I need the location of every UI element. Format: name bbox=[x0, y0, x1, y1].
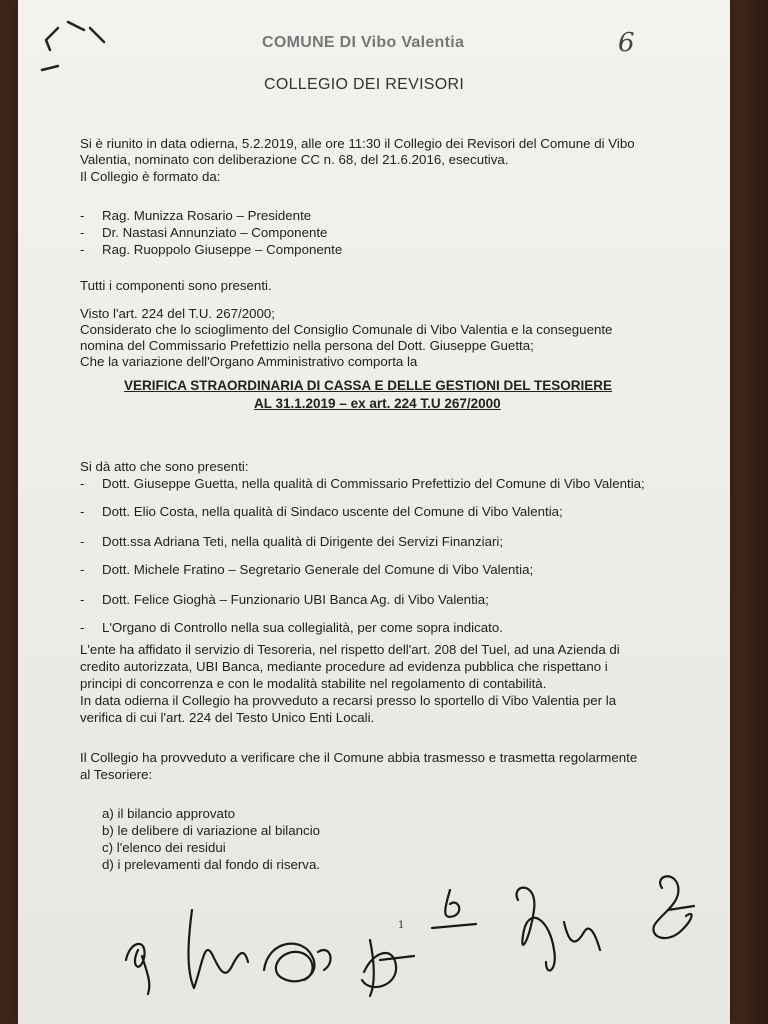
attendee-text: Dott. Giuseppe Guetta, nella qualità di Commissario Prefettizio del Comune di Vibo Valentia; bbox=[102, 476, 645, 491]
visto-line-1: Visto l'art. 224 del T.U. 267/2000; bbox=[80, 306, 275, 321]
visto-line-2: Considerato che lo scioglimento del Consiglio Comunale di Vibo Valentia e la conseguente bbox=[80, 322, 613, 337]
signature-5 bbox=[432, 890, 476, 928]
attendee-text: Dott. Felice Gioghà – Funzionario UBI Banca Ag. di Vibo Valentia; bbox=[102, 592, 489, 607]
attendee-item: - Dott.ssa Adriana Teti, nella qualità di Dirigente dei Servizi Finanziari; bbox=[80, 534, 504, 549]
signature-2 bbox=[189, 910, 249, 988]
document-page bbox=[18, 0, 730, 1024]
attendee-item: - Dott. Giuseppe Guetta, nella qualità di Commissario Prefettizio del Comune di Vibo Valentia; bbox=[80, 476, 645, 491]
page-number: 1 bbox=[398, 920, 405, 931]
verification-title-line-1: VERIFICA STRAORDINARIA DI CASSA E DELLE GESTIONI DEL TESORIERE bbox=[124, 378, 613, 393]
municipality-header: COMUNE DI Vibo Valentia bbox=[262, 34, 465, 51]
member-item: - Rag. Ruoppolo Giuseppe – Componente bbox=[80, 242, 343, 257]
attendee-item: - Dott. Felice Gioghà – Funzionario UBI Banca Ag. di Vibo Valentia; bbox=[80, 592, 489, 607]
board-header: COLLEGIO DEI REVISORI bbox=[264, 76, 465, 93]
attendee-item: - Dott. Michele Fratino – Segretario Generale del Comune di Vibo Valentia; bbox=[80, 562, 534, 577]
attendee-text: Dott. Michele Fratino – Segretario Generale del Comune di Vibo Valentia; bbox=[102, 562, 534, 577]
visto-line-4: Che la variazione dell'Organo Amministrativo comporta la bbox=[80, 354, 418, 369]
tesoreria-line-2: credito autorizzata, UBI Banca, mediante procedure ad evidenza pubblica che rispettano i bbox=[80, 659, 608, 674]
intro-line-1: Si è riunito in data odierna, 5.2.2019, alle ore 11:30 il Collegio dei Revisori del Comune di Vibo bbox=[80, 136, 635, 151]
tesoreria-line-4: In data odierna il Collegio ha provveduto a recarsi presso lo sportello di Vibo Valentia per la bbox=[80, 693, 617, 708]
intro-line-3: Il Collegio è formato da: bbox=[80, 169, 221, 184]
verification-title-line-2: AL 31.1.2019 – ex art. 224 T.U 267/2000 bbox=[254, 396, 501, 411]
visto-line-3: nomina del Commissario Prefettizio nella persona del Dott. Giuseppe Guetta; bbox=[80, 338, 534, 353]
attendee-text: L'Organo di Controllo nella sua collegialità, per come sopra indicato. bbox=[102, 620, 503, 635]
presenti-intro: Si dà atto che sono presenti: bbox=[80, 459, 249, 474]
handwritten-signatures bbox=[18, 870, 730, 1020]
attendee-text: Dott.ssa Adriana Teti, nella qualità di Dirigente dei Servizi Finanziari; bbox=[102, 534, 504, 549]
check-item: c) l'elenco dei residui bbox=[102, 840, 226, 855]
handwritten-corner-mark bbox=[28, 8, 118, 98]
verifica-line-2: al Tesoriere: bbox=[80, 767, 153, 782]
member-text: Dr. Nastasi Annunziato – Componente bbox=[102, 225, 328, 240]
signature-6 bbox=[517, 888, 600, 971]
attendee-item: - Dott. Elio Costa, nella qualità di Sindaco uscente del Comune di Vibo Valentia; bbox=[80, 504, 563, 519]
signature-1 bbox=[126, 944, 149, 994]
all-present-text: Tutti i componenti sono presenti. bbox=[80, 278, 272, 293]
check-item: a) il bilancio approvato bbox=[102, 806, 236, 821]
member-item: - Dr. Nastasi Annunziato – Componente bbox=[80, 225, 328, 240]
tesoreria-line-1: L'ente ha affidato il servizio di Tesoreria, nel rispetto dell'art. 208 del Tuel, ad una Azienda di bbox=[80, 642, 620, 657]
attendee-text: Dott. Elio Costa, nella qualità di Sindaco uscente del Comune di Vibo Valentia; bbox=[102, 504, 563, 519]
intro-line-2: Valentia, nominato con deliberazione CC n. 68, del 21.6.2016, esecutiva. bbox=[80, 152, 509, 167]
signature-7 bbox=[653, 876, 694, 938]
verifica-line-1: Il Collegio ha provveduto a verificare che il Comune abbia trasmesso e trasmetta regolarmente bbox=[80, 750, 638, 765]
member-text: Rag. Ruoppolo Giuseppe – Componente bbox=[102, 242, 343, 257]
tesoreria-line-5: verifica di cui l'art. 224 del Testo Unico Enti Locali. bbox=[80, 710, 375, 725]
tesoreria-line-3: principi di concorrenza e con le modalità stabilite nel regolamento di contabilità. bbox=[80, 676, 547, 691]
attendee-item: - L'Organo di Controllo nella sua collegialità, per come sopra indicato. bbox=[80, 620, 503, 635]
check-item: d) i prelevamenti dal fondo di riserva. bbox=[102, 857, 321, 872]
check-item: b) le delibere di variazione al bilancio bbox=[102, 823, 321, 838]
signature-3 bbox=[264, 944, 331, 982]
signature-4 bbox=[362, 940, 414, 996]
handwritten-page-number: 6 bbox=[618, 28, 635, 58]
member-text: Rag. Munizza Rosario – Presidente bbox=[102, 208, 312, 223]
member-item: - Rag. Munizza Rosario – Presidente bbox=[80, 208, 312, 223]
